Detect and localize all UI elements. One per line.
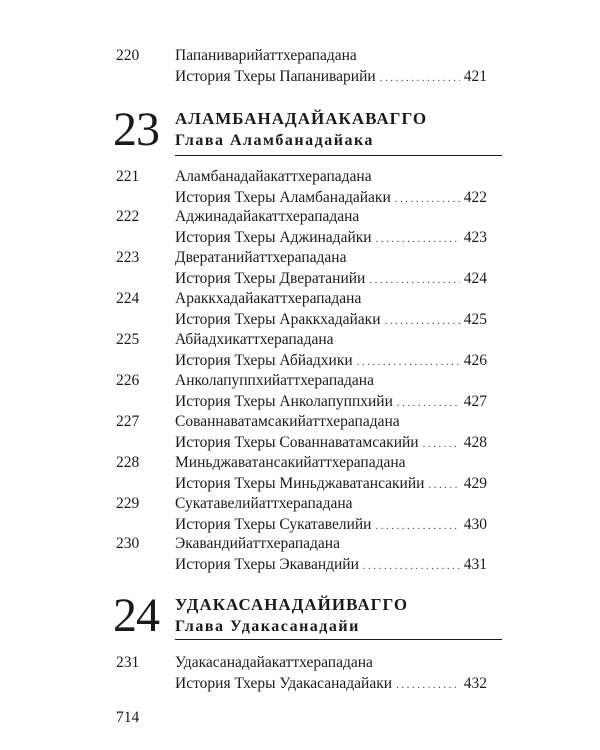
toc-entry-225 <box>0 329 600 371</box>
entry-page-number: 422 <box>463 189 487 206</box>
toc-entry-220 <box>0 45 600 87</box>
entry-pali-title: Сукатавелийаттхерападана <box>175 495 353 512</box>
entry-page-number: 428 <box>463 434 487 451</box>
toc-entry-230 <box>0 533 600 575</box>
toc-entry-222 <box>0 206 600 248</box>
entry-russian-title: История Тхеры Сукатавелийи <box>175 516 372 533</box>
entry-number: 221 <box>116 168 140 185</box>
entry-pali-title: Миньджаватансакийаттхерападана <box>175 454 406 471</box>
entry-pali-title: Папаниварийаттхерападана <box>175 47 357 64</box>
entry-page-number: 421 <box>463 68 487 85</box>
entry-page-number: 429 <box>463 475 487 492</box>
entry-russian-title: История Тхеры Удакасанадайаки <box>175 675 393 692</box>
entry-russian-title: История Тхеры Анколапуппхийи <box>175 393 393 410</box>
chapter-russian-title: Глава Аламбанадайака <box>175 132 374 149</box>
entry-pali-title: Аламбанадайакаттхерападана <box>175 168 372 185</box>
chapter-number: 24 <box>113 589 159 642</box>
toc-entry-223 <box>0 247 600 289</box>
entry-page-number: 430 <box>463 516 487 533</box>
entry-pali-title: Абйадхикаттхерападана <box>175 331 334 348</box>
chapter-rule <box>175 155 502 156</box>
chapter-heading-24 <box>0 590 600 650</box>
page-folio-number: 714 <box>116 709 140 726</box>
entry-number: 231 <box>116 654 140 671</box>
leader-dots <box>380 68 460 89</box>
toc-entry-226 <box>0 370 600 412</box>
entry-pali-title: Удакасанадайакаттхерападана <box>175 654 373 671</box>
entry-pali-title: Двератанийаттхерападана <box>175 249 347 266</box>
entry-number: 226 <box>116 372 140 389</box>
chapter-rule <box>175 639 502 640</box>
entry-pali-title: Аджинадайакаттхерападана <box>175 208 360 225</box>
entry-page-number: 426 <box>463 352 487 369</box>
toc-entry-224 <box>0 288 600 330</box>
entry-number: 225 <box>116 331 140 348</box>
entry-russian-title: История Тхеры Араккхадайаки <box>175 311 381 328</box>
toc-entry-221 <box>0 166 600 208</box>
entry-page-number: 425 <box>463 311 487 328</box>
entry-russian-title: История Тхеры Абйадхики <box>175 352 353 369</box>
entry-russian-title: История Тхеры Сованнаватамсакийи <box>175 434 419 451</box>
entry-russian-title: История Тхеры Двератанийи <box>175 270 366 287</box>
entry-pali-title: Араккхадайакаттхерападана <box>175 290 362 307</box>
entry-number: 224 <box>116 290 140 307</box>
toc-entry-228 <box>0 452 600 494</box>
entry-page-number: 432 <box>463 675 487 692</box>
entry-number: 227 <box>116 413 140 430</box>
entry-number: 230 <box>116 535 140 552</box>
entry-page-number: 431 <box>463 556 487 573</box>
entry-russian-title: История Тхеры Миньджаватансакийи <box>175 475 425 492</box>
chapter-number: 23 <box>113 103 159 156</box>
toc-entry-229 <box>0 493 600 535</box>
entry-number: 228 <box>116 454 140 471</box>
entry-page-number: 424 <box>463 270 487 287</box>
entry-page-number: 427 <box>463 393 487 410</box>
entry-pali-title: Экавандийаттхерападана <box>175 535 340 552</box>
chapter-russian-title: Глава Удакасанадайи <box>175 618 360 635</box>
leader-dots <box>396 675 460 696</box>
entry-russian-title: История Тхеры Аламбанадайаки <box>175 189 391 206</box>
entry-number: 220 <box>116 47 140 64</box>
entry-number: 223 <box>116 249 140 266</box>
chapter-pali-title: АЛАМБАНАДАЙАКАВАГГО <box>175 109 428 128</box>
toc-entry-231 <box>0 652 600 694</box>
entry-russian-title: История Тхеры Папаниварийи <box>175 68 376 85</box>
entry-number: 229 <box>116 495 140 512</box>
entry-number: 222 <box>116 208 140 225</box>
entry-russian-title: История Тхеры Аджинадайки <box>175 229 372 246</box>
entry-pali-title: Анколапуппхийаттхерападана <box>175 372 374 389</box>
entry-pali-title: Сованнаватамсакийаттхерападана <box>175 413 400 430</box>
chapter-pali-title: УДАКАСАНАДАЙИВАГГО <box>175 595 409 614</box>
leader-dots <box>363 556 460 577</box>
entry-page-number: 423 <box>463 229 487 246</box>
entry-russian-title: История Тхеры Экавандийи <box>175 556 359 573</box>
toc-entry-227 <box>0 411 600 453</box>
